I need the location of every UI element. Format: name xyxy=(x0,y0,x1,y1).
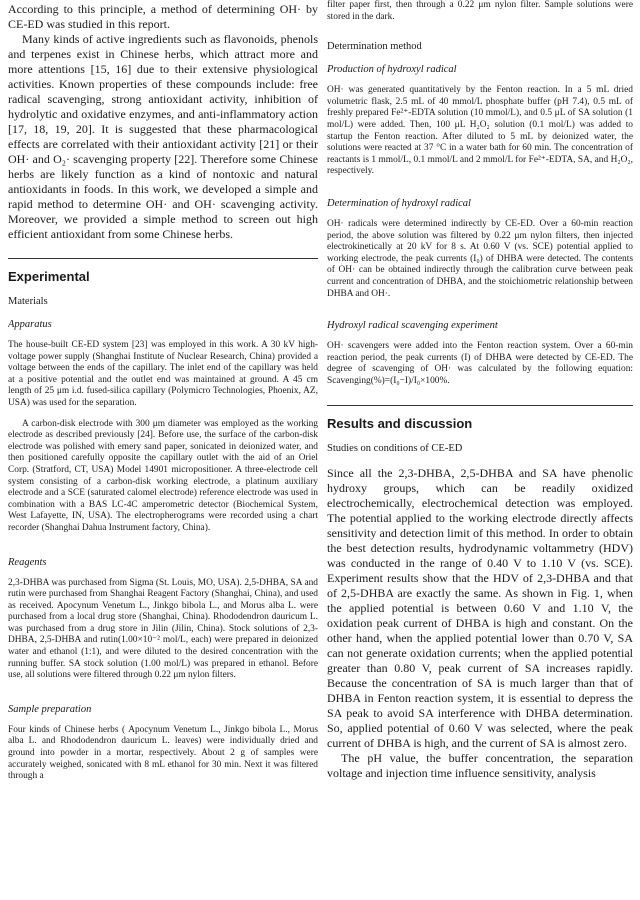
results-heading: Results and discussion xyxy=(327,416,473,432)
apparatus-paragraph-1: The house-built CE-ED system [23] was employed in this work. A 30 kV high-voltage power supply (Shanghai Institute of Nuclear Research, China) provided a voltage between the ends of the capillary. The inlet end of the capillary was held at a positive potential and the outlet end was maintained at ground. A 45 cm length of 25 μm i.d. fused-silica capillary (Polymicro Technologies, Phoenix, AZ, USA) was used for the separation. xyxy=(8,340,318,408)
reagents-paragraph: 2,3-DHBA was purchased from Sigma (St. Louis, MO, USA). 2,5-DHBA, SA and rutin were purchased from Shanghai Reagent Factory (Shanghai, China), and used as received. Apocynum Venetum L., Jinkgo bibola L., and Morus alba L. were purchased from a local drug store (Shanghai, China). Rhododendron dauricum L. was purchased from a drug store in Jilin (Jilin, China). Stock solutions of 2,3-DHBA, 2,5-DHBA and rutin(1.00×10⁻² mol/L, each) were prepared in deionized water and ethanol (1:1), and were diluted to the desired concentration with the running buffer. SA stock solution (1.00 mol/L) was prepared in ethanol. Before use, all solutions were filtered through 0.22 μm nylon filters. xyxy=(8,577,318,681)
results-paragraph-1: Since all the 2,3-DHBA, 2,5-DHBA and SA have phenolic hydroxy groups, which can be readily oxidized electrochemically, electrochemical detection was employed. The potential applied to the working electrode directly affects sensitivity and detection limit of this method. In order to obtain the best detection results, hydrodynamic voltammetry (HDV) was conducted in the range of 0.40 V to 1.10 V (vs. SCE). Experiment results show that the HDV of 2,3-DHBA and that of 2,5-DHBA are exactly the same. As shown in Fig. 1, when the applied potential is between 0.60 V and 1.10 V, the oxidation peak current of DHBA is high and constant. On the other hand, when the applied potential lower than 0.70 V, SA can not generate oxidation currents; when the applied potential greater than 0.80 V, peak current of SA increases rapidly. Because the concentration of SA is much larger than that of DHBA in Fenton reaction system, it is essential to depress the SA peak to avoid SA interference with DHBA determination. So, applied potential of 0.60 V was selected, where the peak current of DHBA is high, and the current of SA is almost zero. xyxy=(327,466,633,751)
apparatus-paragraph-2: A carbon-disk electrode with 300 μm diameter was employed as the working electrode as described previously [24]. Before use, the surface of the carbon-disk electrode was polished with emery sand paper, sonicated in deionized water, and then positioned carefully opposite the capillary outlet with the aid of an Oriel Corp. (Stratford, CT, USA) Model 14901 micropositioner. A three-electrode cell system consisting of a carbon-disk working electrode, a platinum auxiliary electrode and a SCE (saturated calomel electrode) reference electrode was used in combination with a BAS LC-4C amperometric detector (Biochemical System, West Lafayette, IN, USA). The electropherograms were recorded using a chart recorder (Shanghai Dahua Instrument factory, China). xyxy=(8,418,318,533)
results-paragraph-2: The pH value, the buffer concentration, the separation voltage and injection time influence sensitivity, analysis xyxy=(327,751,633,781)
production-heading: Production of hydroxyl radical xyxy=(327,64,457,76)
materials-heading: Materials xyxy=(8,296,48,307)
sample-preparation-paragraph: Four kinds of Chinese herbs ( Apocynum Venetum L., Jinkgo bibola L., Morus alba L. and Rhododendron dauricum L. leaves) were individually dried and ground into powder in a mortar, respectively. About 2 g of samples were accurately weighed, sonicated with 8 mL ethanol for 30 min. Next it was filtered through a xyxy=(8,724,318,782)
continued-paragraph: filter paper first, then through a 0.22 μm nylon filter. Sample solutions were stored in the dark. xyxy=(327,0,633,22)
section-divider xyxy=(327,405,633,406)
section-divider xyxy=(8,258,318,259)
scavenging-paragraph: OH· scavengers were added into the Fenton reaction system. Over a 60-min reaction period, the peak currents (I) of DHBA were detected by CE-ED. The degree of scavenging of OH· was calculated by the following equation: Scavenging(%)=(I₀−I)/I₀×100%. xyxy=(327,341,633,386)
left-column xyxy=(8,0,318,900)
determination-method-heading: Determination method xyxy=(327,41,422,53)
apparatus-heading: Apparatus xyxy=(8,319,52,330)
sample-preparation-heading: Sample preparation xyxy=(8,703,92,715)
reagents-heading: Reagents xyxy=(8,556,47,568)
intro-paragraph-1: According to this principle, a method of determining OH· by CE-ED was studied in this report. xyxy=(8,2,318,31)
determination-hydroxyl-heading: Determination of hydroxyl radical xyxy=(327,197,471,209)
studies-heading: Studies on conditions of CE-ED xyxy=(327,443,463,455)
production-paragraph: OH· was generated quantitatively by the Fenton reaction. In a 5 mL dried volumetric flask, 2.5 mL of 40 mmol/L phosphate buffer (pH 7.4), 0.5 mL of freshly prepared Fe²⁺-EDTA solution (10 mmol/L), and 0.5 μL of SA solution (1 mol/L) were added. Then, 100 μL H₂O₂ solution (0.1 mol/L) was added to startup the Fenton reaction. After diluted to 5 mL by deionized water, the solutions were reacted at 37 °C in a water bath for 60 min. The concentration of reactants is 1 mmol/L, 0.1 mmol/L and 2 mmol/L for Fe²⁺-EDTA, SA, and H₂O₂, respectively. xyxy=(327,85,633,177)
scavenging-heading: Hydroxyl radical scavenging experiment xyxy=(327,320,498,332)
right-column xyxy=(327,0,633,900)
determination-hydroxyl-paragraph: OH· radicals were determined indirectly by CE-ED. Over a 60-min reaction period, the above solution was filtered by 0.22 μm nylon filters, then injected electrokinetically at 20 kV for 8 s. At 0.60 V (vs. SCE) potential applied to working electrode, the peak currents (I₀) of DHBA were detected. The contents of OH· can be obtained indirectly through the calibration curve between peak current and concentration of DHBA, and the stoichiometric relationship between DHBA and OH·. xyxy=(327,218,633,299)
intro-paragraph-2: Many kinds of active ingredients such as flavonoids, phenols and terpenes exist in Chinese herbs, which attract more and more attentions [15, 16] due to their extensive physiological activities. Known properties of these compounds include: free radical scavenging, strong antioxidant activity, inhibition of hydrolytic and oxidative enzymes, and anti-inflammatory action [17, 18, 19, 20]. It is suggested that these pharmacological effects are correlated with their antioxidant activity [21] or their OH· and O₂· scavenging property [22]. Therefore some Chinese herbs are likely function as a kind of nontoxic and natural antioxidants in foods. In this work, we developed a simple and rapid method to determine OH· and OH· scavenging activity. Moreover, we provided a simple method to screen out high efficient antioxidant from some Chinese herbs. xyxy=(8,32,318,241)
experimental-heading: Experimental xyxy=(8,269,90,284)
